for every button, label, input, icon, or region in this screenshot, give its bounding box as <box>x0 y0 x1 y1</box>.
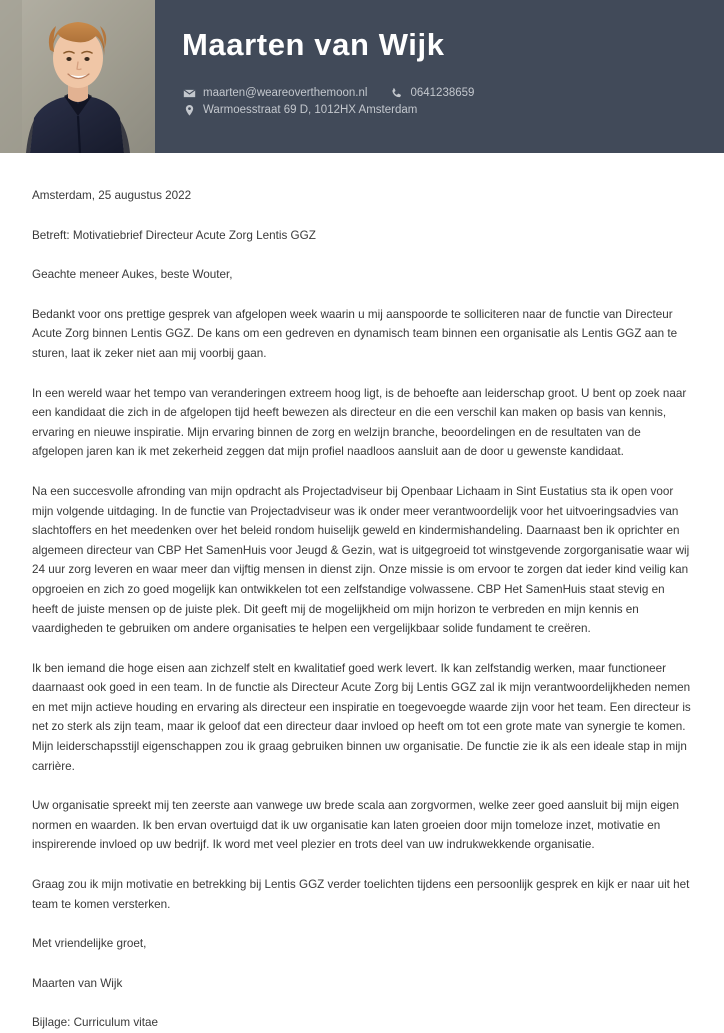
date-line: Amsterdam, 25 augustus 2022 <box>32 189 192 202</box>
letter-body <box>0 153 724 1033</box>
closing-line: Met vriendelijke groet, <box>32 937 147 951</box>
letter-paragraph: Ik ben iemand die hoge eisen aan zichzelf stelt en kwalitatief goed werk levert. Ik kan zelfstandig werken, maar functioneer daarnaast ook goed in een team. In de functie als Directeur Acute Zorg bij Lentis GGZ zal ik mijn verantwoordelijkheden nemen en met mijn actieve houding en ervaring als directeur een inspiratie en toegevoegde waarde zijn voor het team. Een directeur is net zo sterk als zijn team, maar ik geloof dat een directeur daar invloed op heeft om tot een grote mate van synergie te komen. Mijn leiderschapsstijl eigenschappen zou ik graag gebruiken binnen uw organisatie. De functie zie ik als een ideale stap in mijn carrière. <box>32 661 691 773</box>
contact-row-primary <box>182 85 724 102</box>
page-title: Maarten van Wijk <box>182 27 445 62</box>
salutation: Geachte meneer Aukes, beste Wouter, <box>32 268 233 282</box>
attachment-line: Bijlage: Curriculum vitae <box>32 1016 159 1030</box>
location-pin-icon <box>182 104 196 118</box>
letter-paragraph: Na een succesvolle afronding van mijn opdracht als Projectadviseur bij Openbaar Lichaam in Sint Eustatius sta ik open voor mijn volgende uitdaging. In de functie van Projectadviseur was ik onder meer verantwoordelijk voor het uitvoeringsadvies van slachtoffers en het meedenken over het beleid rondom huiselijk geweld en kindermishandeling. Daarnaast ben ik oprichter en algemeen directeur van CBP Het SamenHuis voor Jeugd & Gezin, wat is uitgegroeid tot winstgevende zorgorganisatie waar wij 24 uur zorg leveren en waar meer dan vijftig mensen in dienst zijn. Onze missie is om ervoor te zorgen dat ieder kind veilig kan opgroeien en zich zo goed mogelijk kan ontwikkelen tot een zelfstandige volwassene. CBP Het SamenHuis staat stevig en heeft de juiste mensen op de juiste plek. Dit geeft mij de mogelijkheid om mijn horizon te verbreden en mijn kennis en vaardigheden te gebruiken om andere organisaties te helpen een vergelijkbaar solide fundament te creëren. <box>32 484 690 636</box>
avatar <box>0 0 155 153</box>
letter-paragraph: In een wereld waar het tempo van veranderingen extreem hoog ligt, is de behoefte aan leiderschap groot. U bent op zoek naar een kandidaat die zich in de afgelopen tijd heeft bewezen als directeur en die een verschil kan maken op basis van kennis, ervaring en nieuwe inspiratie. Mijn ervaring binnen de zorg en welzijn branche, beoordelingen en de resultaten van de afgelopen jaren kan ik met zekerheid zeggen dat mijn profiel naadloos aansluit aan de door u gewenste kandidaat. <box>32 386 687 459</box>
letter-paragraph: Bedankt voor ons prettige gesprek van afgelopen week waarin u mij aanspoorde te solliciteren naar de functie van Directeur Acute Zorg binnen Lentis GGZ. De kans om een gedreven en dynamisch team binnen een organisatie als Lentis GGZ aan te sturen, laat ik zeker niet aan mij voorbij gaan. <box>32 307 678 360</box>
letter-paragraph: Uw organisatie spreekt mij ten zeerste aan vanwege uw brede scala aan zorgvormen, welke zeer goed aansluit bij mijn eigen normen en waarden. Ik ben ervan overtuigd dat ik uw organisatie kan laten groeien door mijn tomeloze inzet, motivatie en inspirerende invloed op uw bedrijf. Ik word met veel plezier en trots deel van uw indrukwekkende organisatie. <box>32 799 680 852</box>
envelope-icon <box>182 87 196 101</box>
contact-block <box>182 85 724 119</box>
contact-phone[interactable] <box>389 85 474 102</box>
contact-email-text: maarten@weareoverthemoon.nl <box>203 87 368 99</box>
header-info <box>155 0 724 153</box>
contact-phone-text: 0641238659 <box>410 87 475 99</box>
letter-paragraph: Graag zou ik mijn motivatie en betrekking bij Lentis GGZ verder toelichten tijdens een persoonlijk gesprek en kijk er naar uit het team te komen versterken. <box>32 878 690 911</box>
contact-row-address <box>182 102 724 119</box>
letter-header <box>0 0 724 153</box>
subject-line: Betreft: Motivatiebrief Directeur Acute Zorg Lentis GGZ <box>32 228 316 242</box>
contact-address <box>182 102 417 119</box>
contact-address-text: Warmoesstraat 69 D, 1012HX Amsterdam <box>203 104 418 116</box>
contact-email[interactable] <box>182 85 367 102</box>
phone-icon <box>389 87 403 101</box>
signature-name: Maarten van Wijk <box>32 976 123 990</box>
